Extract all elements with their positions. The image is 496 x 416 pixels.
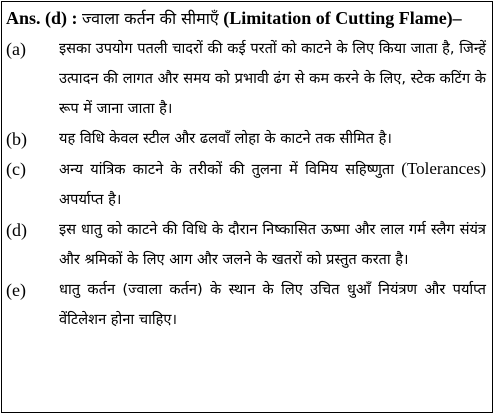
item-marker: (b) bbox=[6, 129, 27, 149]
answer-box bbox=[1, 1, 493, 413]
heading-title-hindi: ज्वाला कर्तन की सीमाएँ bbox=[82, 9, 219, 28]
item-text bbox=[59, 154, 486, 215]
list-item bbox=[2, 124, 492, 154]
tolerances-term: (Tolerances) bbox=[401, 159, 486, 178]
item-text: इस धातु को काटने की विधि के दौरान निष्कासित ऊष्मा और लाल गर्म स्लैग संयंत्र और श्रमिकों के लिए आग और जलने के खतरों को प्रस्तुत करता है। bbox=[59, 221, 486, 268]
list-item bbox=[2, 275, 492, 335]
item-text-before: अन्य यांत्रिक काटने के तरीकों की तुलना में विमिय सहिष्णुता bbox=[59, 161, 402, 178]
list-item bbox=[2, 154, 492, 215]
item-marker: (a) bbox=[6, 39, 26, 59]
limitations-list bbox=[2, 34, 492, 335]
item-text-after: अपर्याप्त है। bbox=[59, 191, 122, 208]
item-text: इसका उपयोग पतली चादरों की कई परतों को काटने के लिए किया जाता है, जिन्हें उत्पादन की लागत और समय को प्रभावी ढंग से कम करने के लिए, स्टेक कटिंग के रूप में जाना जाता है। bbox=[59, 40, 486, 117]
item-marker: (c) bbox=[6, 159, 26, 179]
item-text: यह विधि केवल स्टील और ढलवाँ लोहा के काटने तक सीमित है। bbox=[59, 130, 392, 147]
list-item bbox=[2, 34, 492, 124]
answer-heading bbox=[2, 2, 492, 34]
item-marker: (d) bbox=[6, 220, 27, 240]
heading-title-english: (Limitation of Cutting Flame)– bbox=[218, 8, 462, 28]
item-marker: (e) bbox=[6, 280, 26, 300]
list-item bbox=[2, 215, 492, 275]
answer-prefix: Ans. (d) : bbox=[6, 8, 83, 28]
item-text: धातु कर्तन (ज्वाला कर्तन) के स्थान के लिए उचित धुआँ नियंत्रण और पर्याप्त वेंटिलेशन होना चाहिए। bbox=[59, 281, 486, 328]
